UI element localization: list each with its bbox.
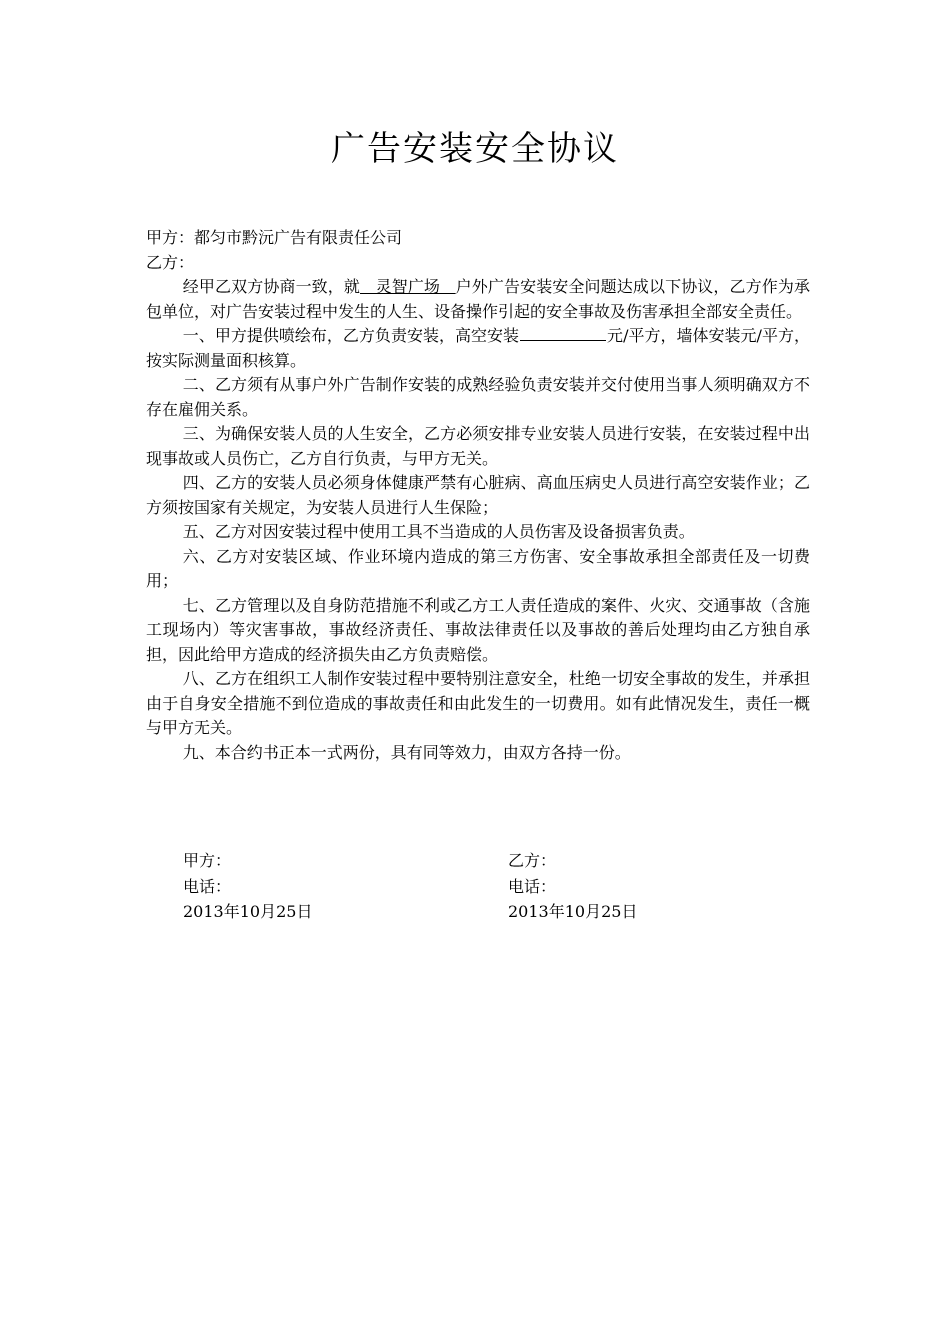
clause-9: 九、本合约书正本一式两份，具有同等效力，由双方各持一份。	[182, 742, 631, 762]
clause-4: 四、乙方的安装人员必须身体健康严禁有心脏病、高血压病史人员进行高空安装作业；乙方须按国家有关规定，为安装人员进行人生保险；	[146, 473, 810, 517]
price-blank	[520, 324, 606, 341]
intro-place: 灵智广场	[360, 277, 456, 296]
clause-8: 八、乙方在组织工人制作安装过程中要特别注意安全，杜绝一切安全事故的发生，并承担由于自身安全措施不到位造成的事故责任和由此发生的一切费用。如有此情况发生，责任一概与甲方无关。	[146, 669, 810, 737]
signature-party-b: 乙方：	[508, 851, 557, 870]
party-b-line: 乙方：	[146, 252, 195, 272]
clause-2: 二、乙方须有从事户外广告制作安装的成熟经验负责安装并交付使用当事人须明确双方不存在雇佣关系。	[146, 375, 810, 419]
clause-1-after: 元/平方，墙体安装元/平方，按实际测量面积核算。	[146, 326, 810, 370]
signature-block-party-b	[508, 848, 637, 925]
clause-3: 三、为确保安装人员的人生安全，乙方必须安排专业安装人员进行安装，在安装过程中出现事故或人员伤亡，乙方自行负责，与甲方无关。	[146, 424, 810, 468]
signature-date-a: 2013年10月25日	[183, 902, 313, 921]
clause-7: 七、乙方管理以及自身防范措施不利或乙方工人责任造成的案件、火灾、交通事故（含施工现场内）等灾害事故，事故经济责任、事故法律责任以及事故的善后处理均由乙方独自承担，因此给甲方造成的经济损失由乙方负责赔偿。	[146, 595, 810, 664]
signature-party-a: 甲方：	[183, 851, 232, 870]
intro-paragraph	[146, 275, 810, 324]
clause-5: 五、乙方对因安装过程中使用工具不当造成的人员伤害及设备损害负责。	[182, 522, 695, 541]
signature-date-b: 2013年10月25日	[508, 902, 638, 921]
clause-1-before: 一、甲方提供喷绘布，乙方负责安装，高空安装	[182, 326, 520, 345]
signature-phone-b: 电话：	[508, 876, 557, 896]
intro-after: 户外广告安装安全问题达成以下协议，乙方作为承包单位，对广告安装过程中发生的人生、设备操作引起的安全事故及伤害承担全部安全责任。	[146, 277, 810, 321]
intro-before: 经甲乙双方协商一致，就	[182, 277, 361, 296]
clause-1	[146, 324, 810, 373]
document-title: 广告安装安全协议	[331, 129, 619, 169]
signature-phone-a: 电话：	[183, 876, 232, 896]
agreement-body	[146, 226, 810, 765]
clause-6: 六、乙方对安装区域、作业环境内造成的第三方伤害、安全事故承担全部责任及一切费用；	[146, 546, 810, 590]
party-a-line: 甲方：都匀市黔沅广告有限责任公司	[146, 228, 403, 247]
signature-block-party-a	[183, 848, 312, 925]
